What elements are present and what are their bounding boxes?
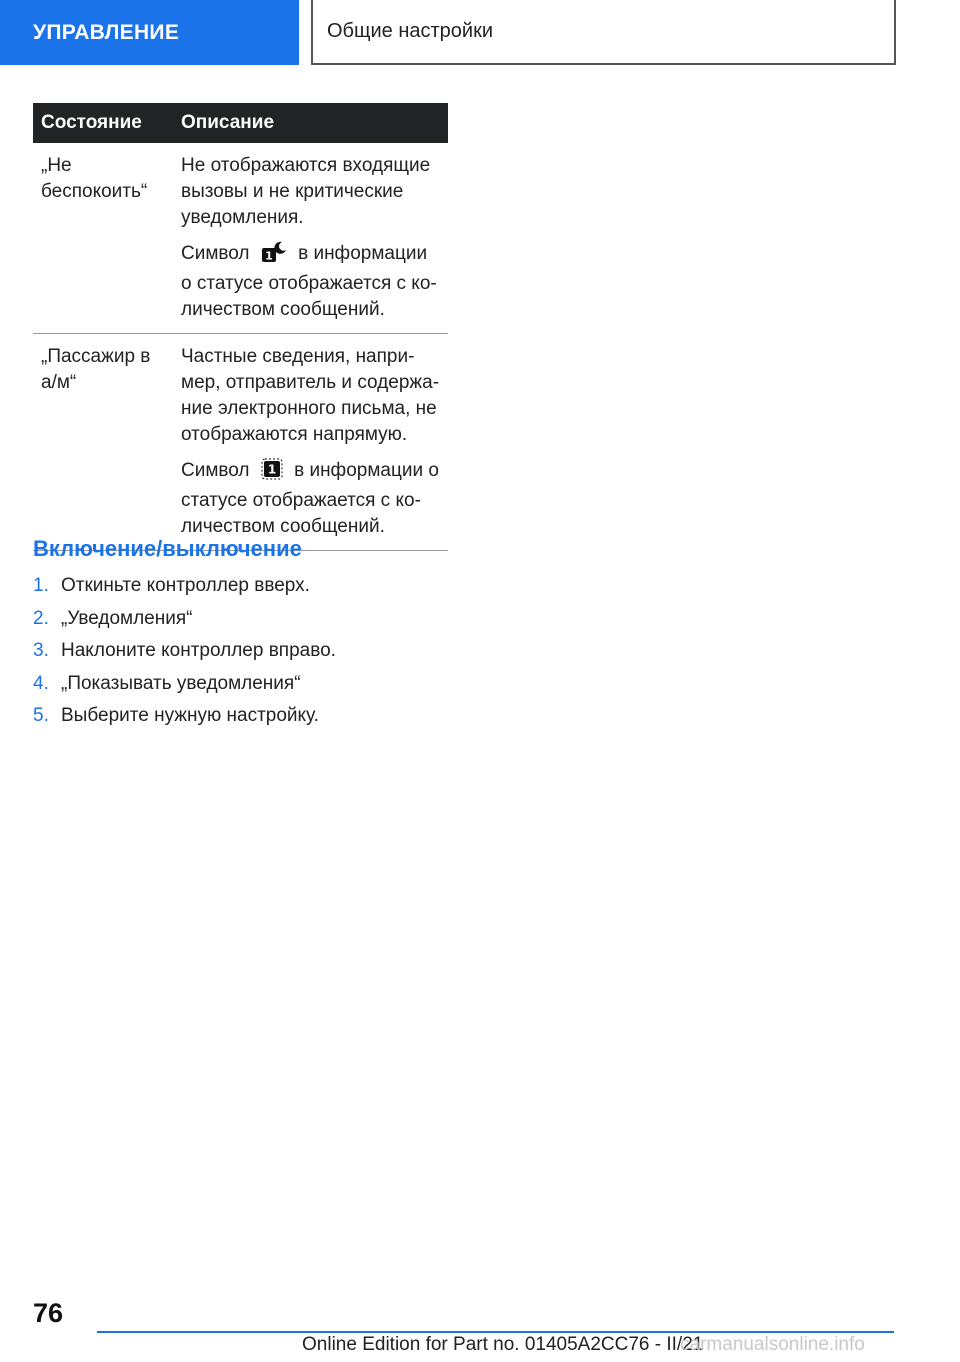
step-text: „Уведомления“ — [61, 607, 193, 629]
description-cell — [173, 334, 448, 551]
table-header-row — [33, 103, 448, 143]
symbol-suffix: в информации о статусе отображается с количеством сообщений. — [181, 460, 439, 537]
step-text: Откиньте контроллер вверх. — [61, 575, 310, 596]
step-number: 3. — [33, 640, 49, 661]
step-number: 1. — [33, 575, 49, 596]
column-header-description: Описание — [173, 103, 448, 143]
section-heading: Включение/выключение — [33, 536, 302, 561]
steps-list — [33, 570, 336, 733]
svg-text:1: 1 — [267, 462, 276, 477]
status-table — [33, 103, 448, 551]
table-row — [33, 334, 448, 551]
step-number: 5. — [33, 705, 49, 726]
header-section-label: УПРАВЛЕНИЕ — [0, 0, 299, 65]
description-cell — [173, 143, 448, 334]
svg-text:1: 1 — [264, 249, 273, 263]
symbol-suffix: в информации о статусе отображается с количеством сообщений. — [181, 243, 437, 320]
list-item — [33, 603, 336, 636]
column-header-state: Состояние — [33, 103, 173, 143]
step-text: Выберите нужную настройку. — [61, 705, 319, 726]
step-text: „Показывать уведомления“ — [61, 672, 301, 694]
state-cell: „Не беспокоить“ — [33, 143, 173, 334]
description-text: Частные сведения, например, отправитель и содержание электронного письма, не отображаются напрямую. — [181, 346, 440, 445]
list-item — [33, 668, 336, 701]
step-text: Наклоните контроллер вправо. — [61, 640, 336, 661]
step-number: 4. — [33, 672, 49, 694]
symbol-line — [181, 458, 440, 540]
symbol-prefix: Символ — [181, 460, 250, 481]
symbol-prefix: Символ — [181, 243, 250, 264]
watermark: carmanualsonline.info — [680, 1334, 865, 1355]
page-number: 76 — [33, 1298, 64, 1328]
header-page-title: Общие настройки — [311, 0, 896, 65]
passenger-count-icon — [261, 458, 283, 488]
symbol-line — [181, 241, 440, 323]
step-number: 2. — [33, 607, 49, 629]
do-not-disturb-count-icon — [261, 241, 287, 271]
table-row — [33, 143, 448, 334]
footer-edition: Online Edition for Part no. 01405A2CC76 - II/21 — [302, 1334, 704, 1355]
list-item — [33, 700, 336, 733]
list-item — [33, 635, 336, 668]
state-cell: „Пассажир в а/м“ — [33, 334, 173, 551]
description-text: Не отображаются входящие вызовы и не критические уведомления. — [181, 155, 431, 228]
list-item — [33, 570, 336, 603]
